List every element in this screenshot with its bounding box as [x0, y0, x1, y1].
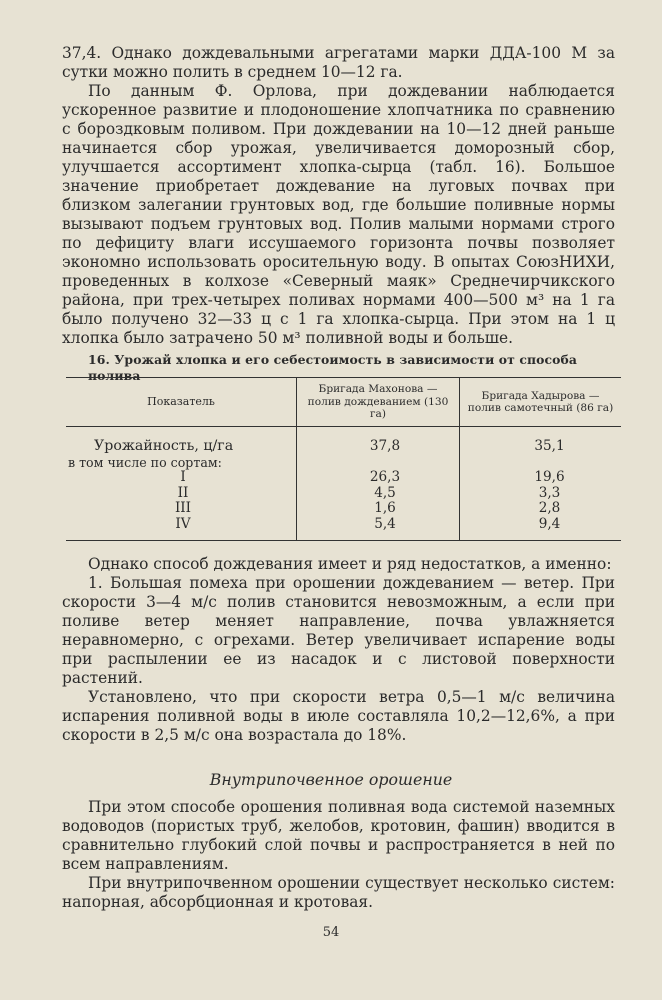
text-block-top — [62, 44, 615, 348]
cell-value — [297, 455, 459, 471]
row-label-sort-4: IV — [175, 515, 191, 532]
row-label-sort-3: III — [174, 500, 192, 516]
yield-table — [66, 377, 621, 541]
cell-value: 5,4 — [374, 515, 396, 532]
header-brigade-makhonov: Бригада Махонова — полив дождеванием (130 га) — [297, 378, 460, 427]
row-label-sort-2: II — [177, 484, 189, 501]
paragraph: 1. Большая помеха при орошении дождеванием — ветер. При скорости 3—4 м/с полив становится невозможным, а если при поливе ветер меняет направление, почва увлажняется неравномерно, с огрехами. Ветер увеличивает испарение воды при распылении ее из насадок и с листовой поверхности растений. — [62, 574, 615, 687]
cell-value: 19,6 — [534, 469, 565, 485]
cell-value: 37,8 — [369, 438, 401, 454]
page-number: 54 — [322, 925, 340, 940]
text-block-bottom — [62, 798, 615, 912]
cell-value: 3,3 — [538, 484, 561, 501]
section-heading: Внутрипочвенное орошение — [209, 770, 453, 789]
paragraph: По данным Ф. Орлова, при дождевании наблюдается ускоренное развитие и плодоношение хлопчатника по сравнению с бороздковым поливом. При дождевании на 10—12 дней раньше начинается сбор урожая, увеличивается доморозный сбор, улучшается ассортимент хлопка-сырца (табл. 16). Большое значение приобретает дождевание на луговых почвах при близком залегании грунтовых вод, где большие поливные нормы вызывают подъем грунтовых вод. Полив малыми нормами строго по дефициту влаги иссушаемого горизонта почвы позволяет экономно использовать оросительную воду. В опытах СоюзНИХИ, проведенных в колхозе «Северный маяк» Среднечирчикского района, при трех-четырех поливах нормами 400—500 м³ на 1 га было получено 32—33 ц с 1 га хлопка-сырца. При этом на 1 ц хлопка было затрачено 50 м³ поливной воды и больше. — [62, 82, 615, 347]
cell-value: 26,3 — [369, 469, 401, 485]
cell-value — [460, 455, 621, 471]
values-column-makhonov — [297, 439, 460, 541]
cell-value: 2,8 — [538, 500, 561, 516]
cell-value: 9,4 — [538, 515, 561, 532]
header-indicator: Показатель — [66, 378, 297, 427]
header-brigade-khadyrov: Бригада Хадырова — полив самотечный (86 га) — [460, 378, 622, 427]
text-block-middle — [62, 555, 615, 745]
row-label-sort-1: I — [180, 469, 186, 485]
row-label-sorts: в том числе по сортам: — [68, 454, 222, 470]
paragraph: Установлено, что при скорости ветра 0,5—1 м/с величина испарения поливной воды в июле составляла 10,2—12,6%, а при скорости в 2,5 м/с она возрастала до 18%. — [62, 688, 615, 744]
cell-value: 1,6 — [374, 500, 396, 516]
cell-value: 35,1 — [534, 438, 565, 454]
table-caption: 16. Урожай хлопка и его себестоимость в зависимости от способа полива — [88, 352, 578, 383]
paragraph: При этом способе орошения поливная вода системой наземных водоводов (пористых труб, желобов, кротовин, фашин) вводится в сравнительно глубокий слой почвы и распространяется в ней по всем направлениям. — [62, 798, 615, 873]
row-label-yield: Урожайность, ц/га — [94, 438, 234, 454]
values-column-khadyrov — [460, 439, 622, 541]
labels-column — [66, 439, 297, 541]
paragraph: 37,4. Однако дождевальными агрегатами марки ДДА-100 М за сутки можно полить в среднем 10—12 га. — [62, 44, 615, 81]
table-header-row — [66, 378, 621, 427]
table-body-row — [66, 439, 621, 541]
paragraph: При внутрипочвенном орошении существует несколько систем: напорная, абсорбционная и кротовая. — [62, 874, 615, 911]
cell-value: 4,5 — [374, 484, 396, 501]
paragraph: Однако способ дождевания имеет и ряд недостатков, а именно: — [88, 555, 612, 573]
